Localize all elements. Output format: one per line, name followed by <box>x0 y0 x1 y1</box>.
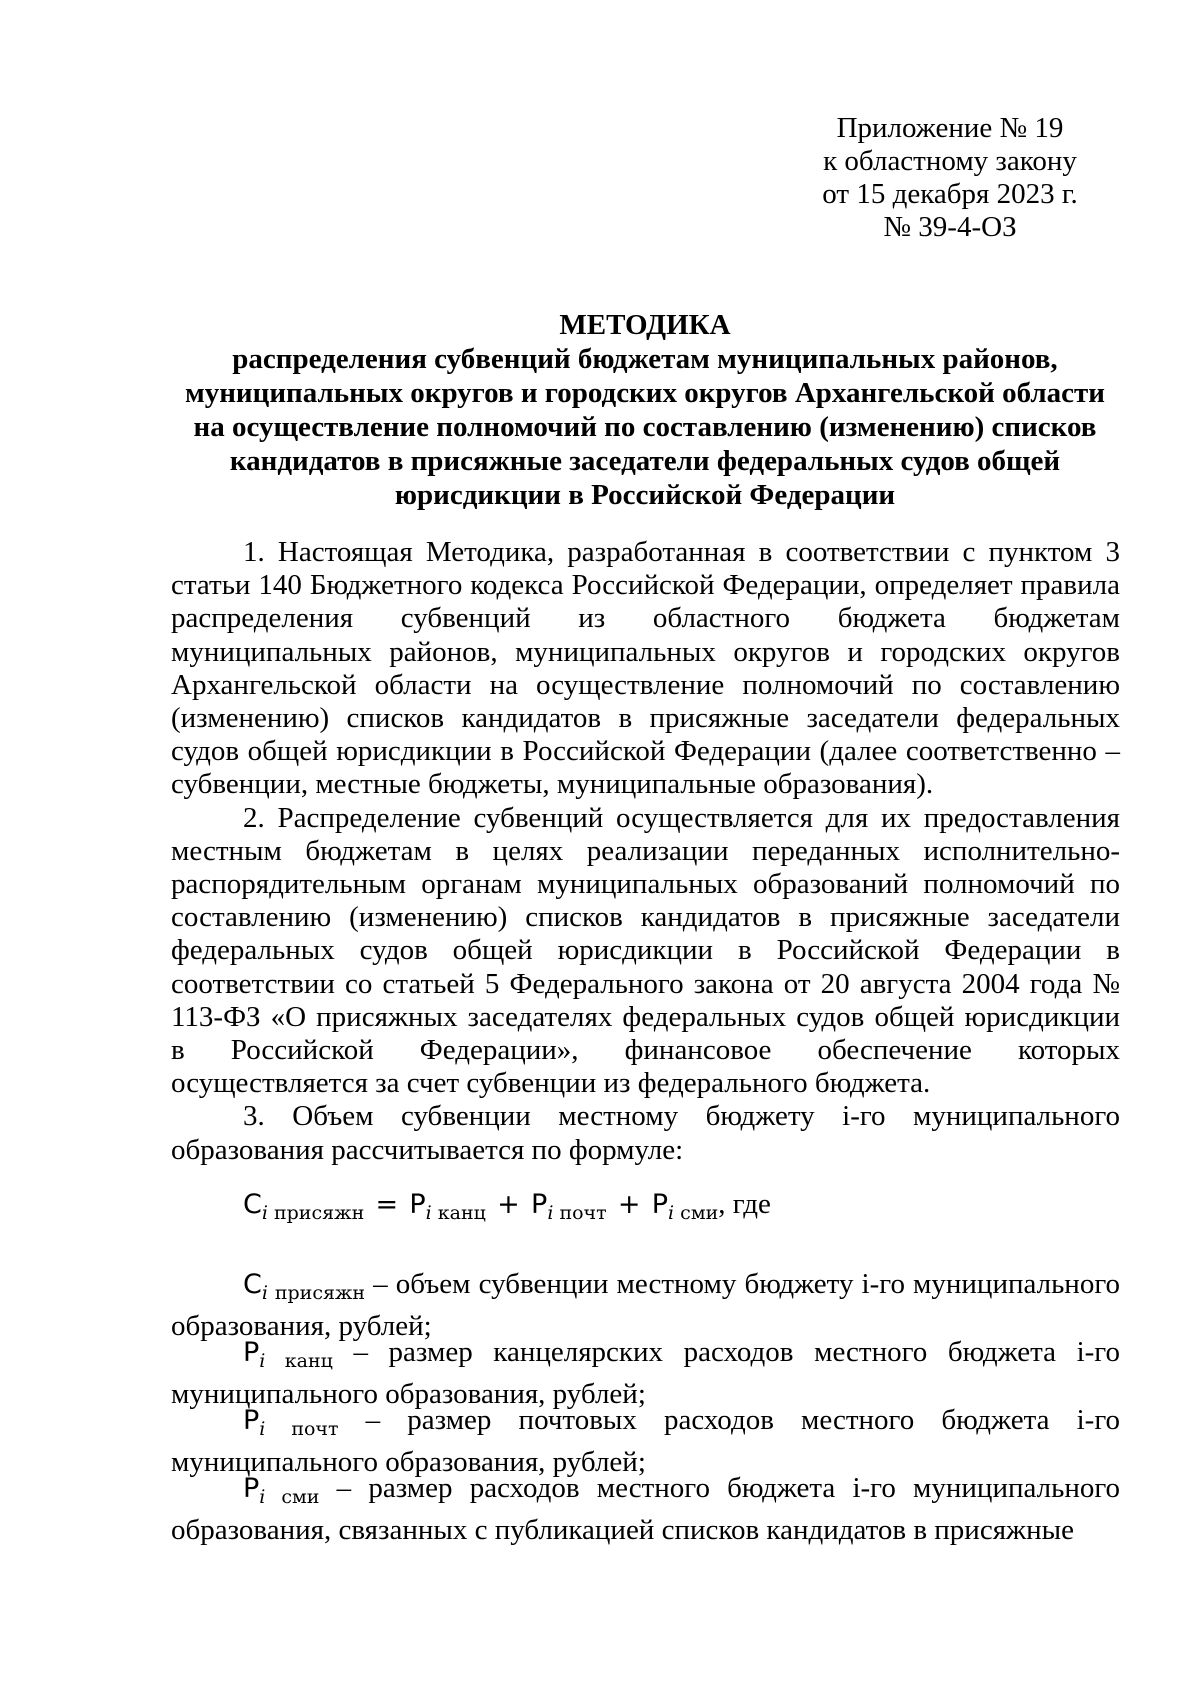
formula-plus: + <box>497 1189 520 1220</box>
def-index: i <box>259 1418 266 1440</box>
formula-p-symbol: Р <box>531 1189 548 1220</box>
def-p-symbol: Р <box>243 1337 260 1368</box>
def-c-symbol: С <box>243 1269 262 1300</box>
formula <box>243 1188 771 1224</box>
definition-p-pocht <box>171 1404 1120 1479</box>
appendix-reference <box>800 112 1100 244</box>
appendix-number: Приложение № 19 <box>836 112 1064 144</box>
title-line: муниципальных округов и городских округов Архангельской области <box>184 377 1106 409</box>
def-p-symbol: Р <box>243 1405 260 1436</box>
def-sub-prisyazhn: присяжн <box>274 1282 366 1304</box>
title-line: распределения субвенций бюджетам муниципальных районов, <box>232 343 1058 375</box>
formula-sub-pocht: почт <box>559 1202 607 1224</box>
definition-p-kanc <box>171 1336 1120 1411</box>
document-body <box>171 536 1120 1167</box>
appendix-law-number: № 39-4-ОЗ <box>883 211 1017 243</box>
paragraph-1: 1. Настоящая Методика, разработанная в соответствии с пунктом 3 статьи 140 Бюджетного кодекса Российской Федерации, определяет правила распределения субвенций из областного бюджета бюджетам муниципальных районов, муниципальных округов и городских округов Архангельской области на осуществление полномочий по составлению (изменению) списков кандидатов в присяжные заседатели федеральных судов общей юрисдикции в Российской Федерации (далее соответственно – субвенции, местные бюджеты, муниципальные образования). <box>171 536 1120 801</box>
definition-text: – объем субвенции местному бюджету i-го муниципального образования, рублей; <box>171 1268 1121 1343</box>
formula-sub-prisyazhn: присяжн <box>273 1202 365 1224</box>
document-title <box>170 308 1120 512</box>
appendix-law-date: от 15 декабря 2023 г. <box>822 178 1078 210</box>
formula-index: i <box>668 1202 675 1224</box>
definition-text: – размер канцелярских расходов местного бюджета i-го муниципального образования, рублей; <box>171 1336 1120 1411</box>
formula-plus: + <box>617 1189 641 1220</box>
formula-tail: , где <box>718 1188 771 1220</box>
def-p-symbol: Р <box>243 1473 260 1504</box>
def-sub-smi: сми <box>281 1486 320 1508</box>
def-index: i <box>261 1282 268 1304</box>
def-sub-kanc: канц <box>284 1350 333 1372</box>
title-line: кандидатов в присяжные заседатели федеральных судов общей <box>229 445 1061 477</box>
paragraph-2: 2. Распределение субвенций осуществляется для их предоставления местным бюджетам в целях реализации переданных исполнительно-распорядительным органам муниципальных образований полномочий по составлению (изменению) списков кандидатов в присяжные заседатели федеральных судов общей юрисдикции в Российской Федерации в соответствии со статьей 5 Федерального закона от 20 августа 2004 года № 113-ФЗ «О присяжных заседателях федеральных судов общей юрисдикции в Российской Федерации», финансовое обеспечение которых осуществляется за счет субвенции из федерального бюджета. <box>171 801 1120 1100</box>
formula-index: i <box>547 1202 554 1224</box>
formula-equals: = <box>375 1189 399 1220</box>
formula-index: i <box>261 1202 268 1224</box>
definition-c-prisyazhn <box>171 1268 1120 1343</box>
def-sub-pocht: почт <box>291 1418 339 1440</box>
formula-p-symbol: Р <box>409 1189 426 1220</box>
def-index: i <box>259 1486 266 1508</box>
paragraph-3: 3. Объем субвенции местному бюджету i-го муниципального образования рассчитывается по формуле: <box>171 1100 1120 1166</box>
definition-text: – размер расходов местного бюджета i-го муниципального образования, связанных с публикацией списков кандидатов в присяжные <box>171 1472 1121 1547</box>
formula-c-symbol: С <box>243 1189 262 1220</box>
definition-text: – размер почтовых расходов местного бюджета i-го муниципального образования, рублей; <box>171 1404 1120 1479</box>
formula-p-symbol: Р <box>651 1189 669 1220</box>
definition-p-smi <box>171 1472 1120 1547</box>
def-index: i <box>259 1350 266 1372</box>
formula-sub-kanc: канц <box>437 1202 486 1224</box>
title-heading: МЕТОДИКА <box>559 309 731 341</box>
appendix-law-type: к областному закону <box>823 145 1077 177</box>
title-line: на осуществление полномочий по составлению (изменению) списков <box>193 411 1097 443</box>
formula-sub-smi: сми <box>680 1202 719 1224</box>
title-line: юрисдикции в Российской Федерации <box>394 479 896 511</box>
formula-index: i <box>425 1202 432 1224</box>
